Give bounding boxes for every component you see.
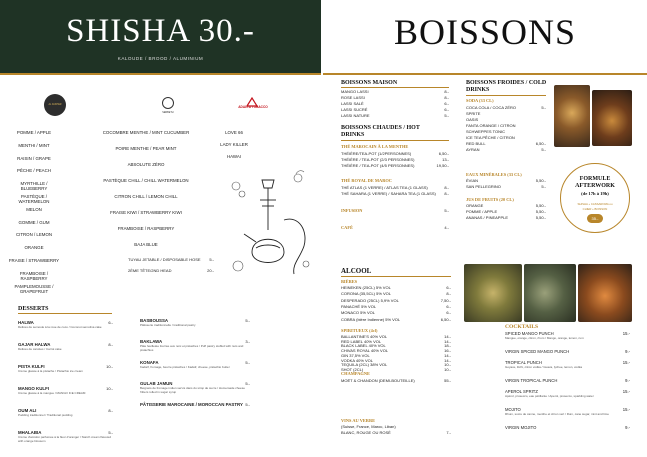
jus-row [466,209,546,214]
spiritueux-name: BLACK LABEL 40% VOL [341,343,386,349]
afterwork-line2: CHIER + BOISSON [582,207,608,211]
shisha-flavour: PASTÈQUE / WATERMELON [18,194,50,204]
dessert-price: 10.- [106,364,113,369]
cocktail-head [505,378,630,383]
biere-name: MONACO 5% VOL [341,310,376,316]
cocktail-price: 15.- [622,331,630,336]
serbetli-logo-text: SERBETLI [162,111,174,114]
infusion-label: INFUSION [341,208,363,213]
boissons-title: BOISSONS [393,12,577,52]
adalya-logo-text: ADALYA TOBACCO [238,105,268,109]
jus-title: JUS DE FRUITS (20 CL) [466,197,514,202]
biere-price: 7,50.- [440,297,451,303]
maison-price: 6.- [444,107,449,112]
cocktail-price: 9.- [625,378,630,383]
soda-row [466,141,546,146]
boissons-froides-underline [466,95,546,96]
dessert-price: 8.- [108,408,113,413]
extra-hose-price: 5.- [209,257,214,262]
cocktail-head [505,425,630,430]
dessert-item [18,408,113,417]
dessert-description: Pâtisserie traditionnelle / traditional pastry [140,323,196,327]
soda-row [466,105,546,110]
dessert-name: KONAFA [140,360,159,365]
dessert-description: Délices de carottes / Carrot cake [18,347,62,351]
shisha-flavour: FRAMBOISE / RASPBERRY [19,270,49,281]
shisha-flavour: RAISIN / GRAPE [17,155,51,161]
dessert-name: BASBOUSSA [140,318,169,323]
maison-name: LASSI SALÉ [341,101,364,106]
shisha-flavour: CITRON CHILL / LEMON CHILL [114,194,178,199]
adalya-logo [245,94,259,104]
the-maroc-row [341,151,449,156]
dessert-name: MANGO KULFI [18,386,49,391]
infusion-price: 5.- [444,208,449,213]
jus-price: 5,50.- [535,215,546,220]
champagne-title: CHAMPAGNE [341,371,370,376]
dessert-description: Crème d'amidon parfumée à la fleur d'oranger / Starch cream flavored with orange blossom [18,435,112,443]
spiritueux-name: GIN 37,5% VOL [341,352,370,358]
dessert-item [140,339,250,352]
the-maroc-price: 6,50.- [438,151,449,156]
biere-row [341,317,451,322]
cocktail-item [505,378,630,383]
eau-row [466,178,546,183]
spiritueux-title: SPIRITUEUX (4cl) [341,328,378,333]
alcool-title: ALCOOL [341,267,372,275]
cocktail-description: Rhum, sucre de canne, menthe et citron vert / Rum, cane sugar, mint and lime [505,412,609,416]
spiritueux-name: SHOT (2CL) [341,366,364,372]
the-maroc-name: THÉIÈRE/TEA-POT (1/2PERSONNES) [341,151,412,156]
cocktail-price: 9.- [625,425,630,430]
cocktail-photo-2 [524,264,576,322]
afterwork-hours: (de 17h à 19h) [581,191,609,196]
dessert-description: Délices de semoule à la rose de coco / Coconut semolina cake [18,325,102,329]
extra-hose [128,257,214,262]
spiritueux-price: 10.- [444,362,451,368]
afterwork-line1: SHISHA + CASSAROMA ou [577,202,613,206]
shisha-title: SHISHA 30.- [66,13,255,49]
maison-name: LASSI NATURE [341,113,370,118]
dessert-description: Crème glacée à la mangue / MANGO ICE CREAM [18,391,86,395]
biere-name: PANACHÉ 5% VOL [341,303,377,309]
boissons-chaudes-title: BOISSONS CHAUDES / HOT DRINKS [341,125,420,138]
dessert-item [18,386,113,395]
desserts-title: DESSERTS [18,306,49,312]
eaux-title: EAUX MINÉRALES (33 CL) [466,172,522,177]
the-maroc-title: THÉ MAROCAIN À LA MENTHE [341,144,409,149]
boissons-maison-underline [341,87,449,88]
cocktail-item [505,425,630,430]
cocktail-name: VIRGIN SPICED MANGO PUNCH [505,349,570,354]
cocktail-description: Goyave, litchi, citron vodka / Guava, lychee, lemon, vodka [505,365,583,369]
soda-row [466,123,546,128]
spiritueux-price: 16.- [444,348,451,354]
maison-name: MANGO LASSI [341,89,369,94]
cocktail-name: TROPICAL PUNCH [505,360,542,365]
soda-name: AYRAN [466,147,480,152]
cocktail-name: VIRGIN TROPICAL PUNCH [505,378,558,383]
jus-price: 5,50.- [535,203,546,208]
shisha-flavour: POMME / APPLE [16,130,52,135]
eau-name: ÉVIAN [466,178,479,183]
cocktail-name: VIRGIN MOJITO [505,425,537,430]
jus-row [466,203,546,208]
biere-row [341,298,451,303]
eau-price: 5.- [541,184,546,189]
cocktail-item [505,407,630,416]
cocktail-item [505,389,630,398]
spiritueux-price: 14.- [444,352,451,358]
dessert-item [140,318,250,327]
dessert-description: Kadaïf, fromage, beurre pistaches / Kadaïf, cheese, pistachio butter [140,365,230,369]
dessert-name: PÂTISSERIE MAROCAINE / MOROCCAN PASTRY [140,402,243,407]
tea-photo [554,85,590,147]
dessert-price: 5.- [245,360,250,365]
dessert-name: GULAB JAMUN [140,381,173,386]
shisha-flavour: COCOMBRE MENTHE / MINT CUCUMBER [102,130,190,135]
dessert-name: HALWA [18,320,34,325]
cocktail-item [505,349,630,354]
eau-row [466,184,546,189]
soda-name: OASIS [466,117,479,122]
cocktail-description: Mangue, orange, citron, rhum / Mango, orange, lemon, rum [505,336,584,340]
dessert-description: Pâte feuilletée fourrée aux noix et pistaches / Puff pastry stuffed with nuts and pistachios [140,344,244,352]
maison-price: 8.- [444,95,449,100]
the-maroc-row [341,157,449,162]
biere-price: 6,50.- [440,316,451,322]
dessert-name: OUM ALI [18,408,37,413]
spiritueux-name: BALLANTINE'S 40% VOL [341,334,388,339]
biere-name: COBRA (bière Indienne) 5% VOL [341,316,401,322]
cocktail-item [505,360,630,369]
dessert-item [18,364,113,373]
extra-second-head-label: 2ÈME TÊTE/2ND HEAD [128,268,172,273]
biere-price: 6.- [446,310,451,316]
maison-price: 5.- [444,113,449,118]
the-royal-name: THÉ ATLAS (1 VERRE) / ATLAS TEA (1 GLASS) [341,185,428,190]
biere-row [341,285,451,290]
shisha-flavour: FRAMBOISE / RASPBERRY [117,226,175,231]
soda-row [466,111,546,116]
shisha-flavour: POIRE MENTHE / PEAR MINT [115,146,177,151]
bieres-title: BIÈRES [341,279,358,284]
soda-name: RED BULL [466,141,486,146]
shisha-flavour: FRAISE / STRAWBERRY [8,258,60,263]
cafe-row [341,225,449,230]
soda-name: SCHWEPPES TONIC [466,129,505,134]
soda-price: 6,50.- [535,141,546,146]
cocktail-photo-3 [578,264,632,322]
the-royal-title: THÉ ROYAL DE MAROC [341,178,392,183]
dessert-description: Pudding traditionnel / Traditional pudding [18,413,73,417]
champagne-price: 55.- [444,378,451,383]
cocktail-item [505,331,630,340]
biere-row [341,304,451,309]
biere-price: 6.- [446,285,451,290]
infusion-row [341,208,449,213]
soda-name: COCA COLA / COCA ZÉRO [466,105,517,110]
champagne-name: MOËT & CHANDON (DEMI-BOUTEILLE) [341,378,415,383]
extra-second-head [128,268,214,273]
the-royal-name: THÉ SAHARA (1 VERRE) / SAHARA TEA (1 GLASS) [341,191,436,196]
the-royal-row [341,185,449,190]
the-maroc-price: 19,50.- [436,163,449,168]
maison-row [341,89,449,94]
shisha-flavour: HAWAI [226,154,242,159]
champagne-row [341,378,451,383]
cocktail-name: MOJITO [505,407,521,412]
shisha-flavour: BAJA BLUE [134,242,158,247]
alcool-underline [341,276,451,277]
shisha-flavour: ABSOLUTE ZÉRO [127,162,165,167]
dessert-name: GAJAR HALWA [18,342,51,347]
spiritueux-price: 14.- [444,334,451,339]
eau-price: 5,50.- [535,178,546,183]
cocktails-title: COCKTAILS [505,324,539,330]
dessert-name: PISTA KULFI [18,364,45,369]
vin-price: 7.- [446,430,451,435]
dessert-price: 8.- [108,342,113,347]
afterwork-title: FORMULE AFTERWORK [575,176,615,189]
the-maroc-name: THÉIÈRE / TEA-POT (2/3 PERSONNES) [341,157,415,162]
maison-row [341,107,449,112]
shisha-flavour: GOMME / GUM [18,219,50,225]
serbetli-logo [162,97,174,109]
biere-row [341,291,451,296]
soda-price: 5.- [541,105,546,110]
soda-row [466,129,546,134]
al-fakher-logo-text: AL FAKHER [48,103,62,106]
boissons-chaudes-underline [341,140,449,141]
soda-row [466,147,546,152]
soda-name: ICE TEA PÊCHE / CITRON [466,135,515,140]
extra-second-head-price: 20.- [207,268,214,273]
tea-glasses-photo [592,90,632,146]
jus-price: 5,50.- [535,209,546,214]
vin-row [341,430,451,435]
dessert-head [140,402,250,407]
dessert-description: Beignets de fromage indien servis dans du sirop de sucre / Homemade cheese fritters rolled in sugar syrup [140,386,245,394]
vin-name: BLANC, ROUGE OU ROSÉ [341,430,391,435]
shisha-flavour: MELON [26,206,42,212]
spiritueux-price: 14.- [444,357,451,363]
shisha-subtitle: KALOUDE / BROOD / ALUMINIUM [117,56,204,61]
vins-title: VINS AU VERRE [341,418,376,423]
cocktail-description: Apérol, prosecco, eau pétillante / Aperol, prosecco, sparkling water [505,394,594,398]
maison-row [341,113,449,118]
dessert-name: MHALABIA [18,430,42,435]
shisha-flavour: MENTHI / MINT [18,142,50,148]
spiritueux-price: 14.- [444,338,451,344]
spiritueux-price: 18.- [444,343,451,349]
vins-subtitle: (Suisse, France, Maroc, Liban) [341,424,396,429]
the-maroc-row [341,163,449,168]
biere-name: HEINEKEN (25CL) 5% VOL [341,285,391,290]
shisha-flavour: ORANGE [24,245,44,251]
shisha-flavour: CITRON / LEMON [15,232,53,238]
dessert-description: Crème glacée à la pistache / Pistachio ice cream [18,369,83,373]
jus-name: POMME / APPLE [466,209,498,214]
biere-name: DESPERADO (25CL) 5,9% VOL [341,297,399,303]
soda-title: SODA (33 CL) [466,98,494,103]
biere-price: 8.- [446,291,451,297]
maison-name: ROSE LASSI [341,95,365,100]
shisha-flavour: PÊCHE / PEACH [17,168,51,174]
shisha-flavour: PASTÈQUE CHILL / CHILL WATERMELON [103,178,189,183]
maison-name: LASSI SUCRÉ [341,107,368,112]
the-royal-price: 8.- [444,185,449,190]
dessert-name: BAKLAWA [140,339,163,344]
dessert-price: 6.- [108,320,113,325]
maison-row [341,95,449,100]
jus-name: ORANGE [466,203,484,208]
hookah-illustration [222,160,317,278]
shisha-flavour: FRAISE KIWI / STRAWBERRY KIWI [110,210,182,215]
biere-name: CORONA (35,5CL) 5% VOL [341,291,392,297]
dessert-item [140,381,250,394]
jus-name: ANANAS / PINEAPPLE [466,215,509,220]
shisha-flavour: MYRTHILLE / BLUEBERRY [20,181,48,192]
cocktail-price: 15.- [622,360,630,365]
soda-row [466,135,546,140]
soda-price: 5.- [541,147,546,152]
spiritueux-name: RED LABEL 40% VOL [341,338,382,344]
dessert-price: 10.- [106,386,113,391]
cocktail-price: 15.- [622,407,630,412]
dessert-item [140,402,250,407]
cocktail-photo-1 [464,264,522,322]
biere-row [341,310,451,315]
cocktail-price: 9.- [625,349,630,354]
biere-price: 6.- [446,303,451,309]
dessert-item [18,342,113,351]
shisha-header-accent [0,73,321,75]
cocktail-head [505,349,630,354]
dessert-price: 5.- [245,381,250,386]
the-maroc-name: THÉIÈRE / TEA-POT (4/5 PERSONNES) [341,163,415,168]
boissons-froides-title: BOISSONS FROIDES / COLD DRINKS [466,80,547,93]
maison-price: 8.- [444,89,449,94]
spiritueux-price: 10.- [444,366,451,372]
desserts-underline [18,313,112,314]
boissons-header-accent [323,73,647,75]
shisha-flavour: LADY KILLER [220,142,248,147]
cocktail-name: SPICED MANGO PUNCH [505,331,554,336]
cocktail-price: 15.- [622,389,630,394]
spiritueux-name: VODKA 40% VOL [341,357,374,363]
dessert-price: 5.- [108,430,113,435]
eau-name: SAN PELLEGRINO [466,184,501,189]
soda-name: FANTA ORANGE / CITRON [466,123,516,128]
boissons-maison-title: BOISSONS MAISON [341,80,398,86]
afterwork-price: 35.- [587,214,603,223]
shisha-flavour: PAMPLEMOUSSE / GRAPEFRUIT [14,283,54,294]
jus-row [466,215,546,220]
the-maroc-price: 13.- [442,157,449,162]
cocktail-name: APEROL SPRITZ [505,389,538,394]
dessert-item [18,320,113,329]
spiritueux-name: TEQUILA (2CL) 38% VOL [341,362,388,368]
cafe-price: 4.- [444,225,449,230]
the-royal-price: 8.- [444,191,449,196]
dessert-price: 5.- [245,318,250,323]
dessert-item [140,360,250,369]
the-royal-row [341,191,449,196]
extra-hose-label: TUYAU JETABLE / DISPOSABLE HOSE [128,257,201,262]
soda-name: SPRITE [466,111,481,116]
maison-row [341,101,449,106]
maison-price: 6.- [444,101,449,106]
dessert-item [18,430,113,443]
soda-row [466,117,546,122]
cafe-label: CAFÉ [341,225,353,230]
shisha-flavour: LOVE 66 [225,130,243,135]
dessert-price: 5.- [245,402,250,407]
spiritueux-name: CHIVAS ROYAL 40% VOL [341,348,389,354]
dessert-price: 3.- [245,339,250,344]
